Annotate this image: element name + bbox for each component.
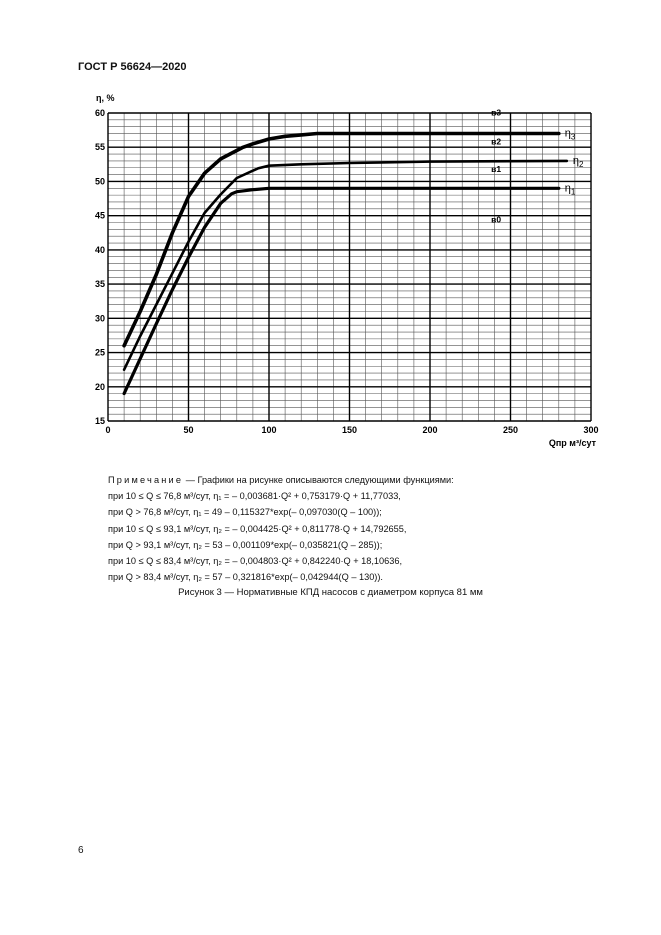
- x-tick-label: 250: [502, 425, 519, 435]
- y-tick-label: 55: [94, 142, 105, 153]
- zone-label: в1: [491, 163, 502, 174]
- x-tick-label: 200: [422, 425, 438, 435]
- x-tick-label: 300: [583, 425, 599, 435]
- zone-label: в2: [491, 136, 502, 147]
- page-number: 6: [78, 845, 84, 856]
- chart-grid: [108, 113, 591, 421]
- y-tick-label: 35: [94, 279, 105, 290]
- x-axis-label: Qпр м³/сут: [548, 438, 596, 448]
- y-tick-label: 50: [94, 176, 105, 187]
- note-line: при 10 ≤ Q ≤ 76,8 м³/сут, η₁ = – 0,003681·Q² + 0,753179·Q + 11,77033,: [108, 491, 401, 502]
- zone-label: в0: [491, 214, 502, 225]
- x-tick-label: 150: [341, 425, 358, 435]
- series-label-η2: $\eta_2$: [572, 154, 584, 169]
- note-line: при Q > 93,1 м³/сут, η₂ = 53 – 0,001109*exp(– 0,035821(Q – 285));: [108, 539, 383, 550]
- series-label-η1: $\eta_1$: [564, 182, 576, 197]
- note-line: при Q > 83,4 м³/сут, η₂ = 57 – 0,321816*exp(– 0,042944(Q – 130)).: [108, 572, 383, 583]
- y-tick-label: 15: [94, 416, 105, 426]
- y-tick-label: 45: [94, 210, 105, 221]
- y-tick-label: 60: [94, 108, 105, 118]
- note-line: при 10 ≤ Q ≤ 83,4 м³/сут, η₂ = – 0,004803·Q² + 0,842240·Q + 18,10636,: [108, 556, 403, 567]
- note-intro: — Графики на рисунке описываются следующими функциями:: [183, 475, 454, 485]
- y-tick-label: 20: [94, 381, 105, 392]
- x-tick-label: 50: [183, 425, 194, 435]
- series-label-η3: $\eta_3$: [564, 127, 576, 142]
- note-title: Примечание: [108, 475, 184, 485]
- y-tick-label: 25: [94, 347, 105, 358]
- note-line: при Q > 76,8 м³/сут, η₁ = 49 – 0,115327*exp(– 0,097030(Q – 100));: [108, 507, 382, 518]
- document-header: ГОСТ Р 56624—2020: [78, 61, 187, 73]
- y-tick-label: 40: [94, 244, 105, 255]
- zone-label: в3: [491, 107, 502, 118]
- chart-labels: [491, 108, 584, 225]
- note-line: при 10 ≤ Q ≤ 93,1 м³/сут, η₂ = – 0,004425·Q² + 0,811778·Q + 14,792655,: [108, 523, 407, 534]
- y-axis-label: η, %: [96, 93, 115, 103]
- x-tick-label: 100: [261, 425, 277, 435]
- y-tick-label: 30: [94, 313, 105, 324]
- chart-note: [108, 472, 454, 585]
- figure-caption: Рисунок 3 — Нормативные КПД насосов с диаметром корпуса 81 мм: [178, 587, 483, 598]
- x-tick-label: 0: [105, 425, 111, 435]
